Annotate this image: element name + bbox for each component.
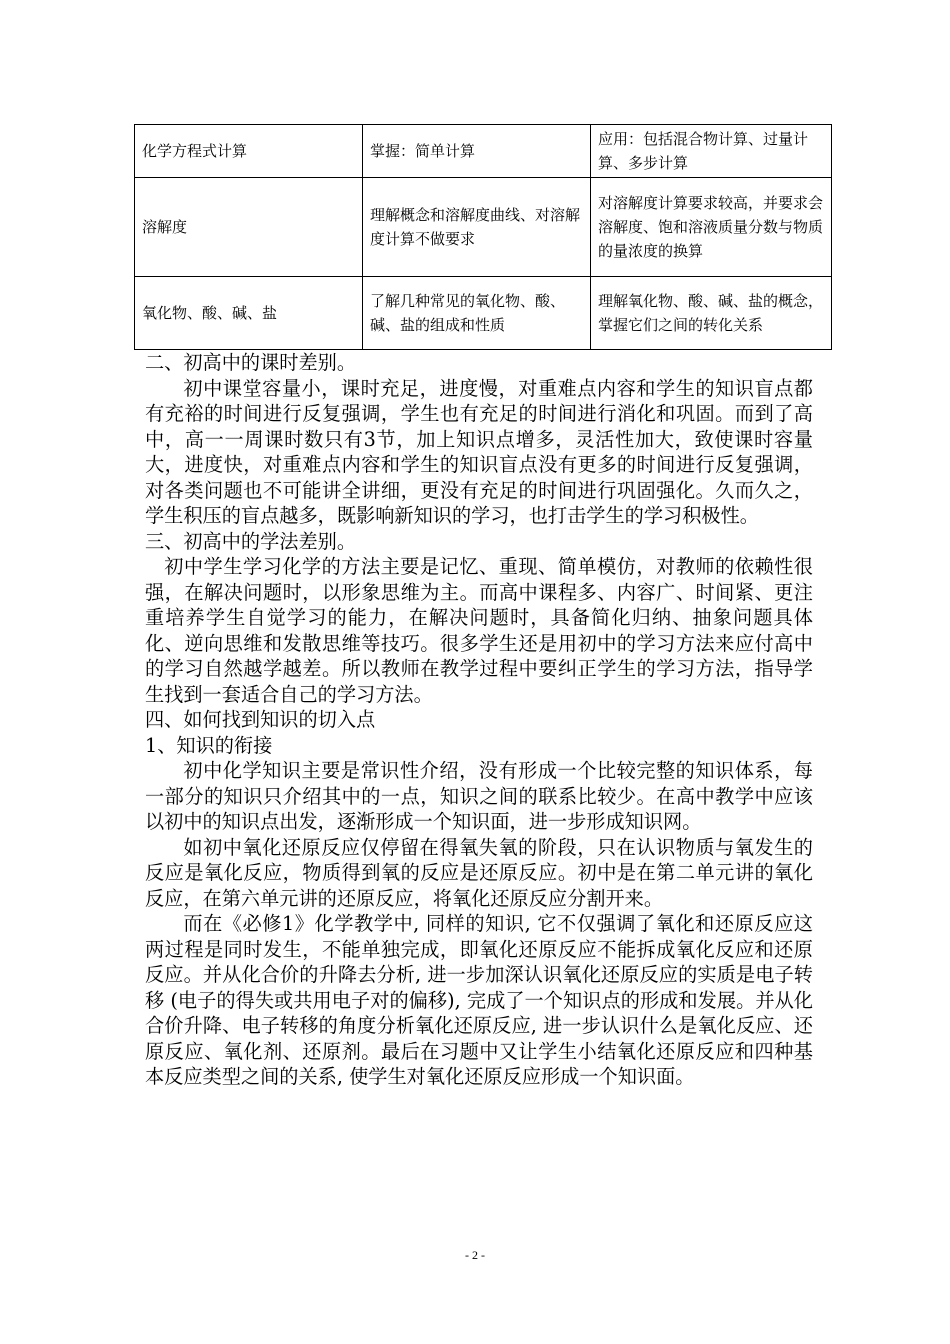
table-cell: 理解概念和溶解度曲线、对溶解度计算不做要求 — [363, 178, 591, 277]
paragraph: 如初中氧化还原反应仅停留在得氧失氧的阶段，只在认识物质与氧发生的反应是氧化反应，物质得到氧的反应是还原反应。初中是在第二单元讲的氧化反应，在第六单元讲的还原反应，将氧化还原反应分割开来。 — [145, 835, 813, 910]
section-heading: 四、如何找到知识的切入点 — [145, 708, 376, 731]
paragraph: 初中化学知识主要是常识性介绍，没有形成一个比较完整的知识体系，每一部分的知识只介绍其中的一点，知识之间的联系比较少。在高中教学中应该以初中的知识点出发，逐渐形成一个知识面，进一步形成知识网。 — [145, 759, 813, 833]
table-cell: 应用：包括混合物计算、过量计算、多步计算 — [591, 125, 832, 178]
table-cell: 理解氧化物、酸、碱、盐的概念，掌握它们之间的转化关系 — [591, 277, 832, 350]
table-cell: 氧化物、酸、碱、盐 — [135, 277, 363, 350]
table-row — [135, 277, 832, 350]
paragraph: 初中课堂容量小，课时充足，进度慢，对重难点内容和学生的知识盲点都有充裕的时间进行反复强调，学生也有充足的时间进行消化和巩固。而到了高中，高一一周课时数只有3节，加上知识点增多，灵活性加大，致使课时容量大，进度快，对重难点内容和学生的知识盲点没有更多的时间进行反复强调，对各类问题也不可能讲全讲细，更没有充足的时间进行巩固强化。久而久之，学生积压的盲点越多，既影响新知识的学习，也打击学生的学习积极性。 — [145, 376, 813, 527]
table-cell: 掌握：简单计算 — [363, 125, 591, 178]
document-body — [145, 350, 813, 1090]
section-heading: 三、初高中的学法差别。 — [145, 529, 357, 553]
paragraph: 初中学生学习化学的方法主要是记忆、重现、简单模仿，对教师的依赖性很强，在解决问题时，以形象思维为主。而高中课程多、内容广、时间紧、更注重培养学生自觉学习的能力，在解决问题时，具备简化归纳、抽象问题具体化、逆向思维和发散思维等技巧。很多学生还是用初中的学习方法来应付高中的学习自然越学越差。所以教师在教学过程中要纠正学生的学习方法，指导学生找到一套适合自己的学习方法。 — [145, 555, 813, 706]
table-cell: 了解几种常见的氧化物、酸、碱、盐的组成和性质 — [363, 277, 591, 350]
table-row — [135, 125, 832, 178]
table-cell: 化学方程式计算 — [135, 125, 363, 178]
page-number: - 2 - — [465, 1248, 485, 1262]
subsection-heading: 1、知识的衔接 — [145, 733, 273, 757]
comparison-table — [134, 124, 832, 350]
paragraph: 而在《必修1》化学教学中, 同样的知识, 它不仅强调了氧化和还原反应这两过程是同时发生，不能单独完成，即氧化还原反应不能拆成氧化反应和还原反应。并从化合价的升降去分析, 进一步加深认识氧化还原反应的实质是电子转移 (电子的得失或共用电子对的偏移), 完成了一个知识点的形成和发展。并从化合价升降、电子转移的角度分析氧化还原反应, 进一步认识什么是氧化反应、还原反应、氧化剂、还原剂。最后在习题中又让学生小结氧化还原反应和四种基本反应类型之间的关系, 使学生对氧化还原反应形成一个知识面。 — [145, 912, 813, 1088]
table-row — [135, 178, 832, 277]
table-cell: 溶解度 — [135, 178, 363, 277]
table-cell: 对溶解度计算要求较高，并要求会溶解度、饱和溶液质量分数与物质的量浓度的换算 — [591, 178, 832, 277]
section-heading: 二、初高中的课时差别。 — [145, 351, 357, 374]
